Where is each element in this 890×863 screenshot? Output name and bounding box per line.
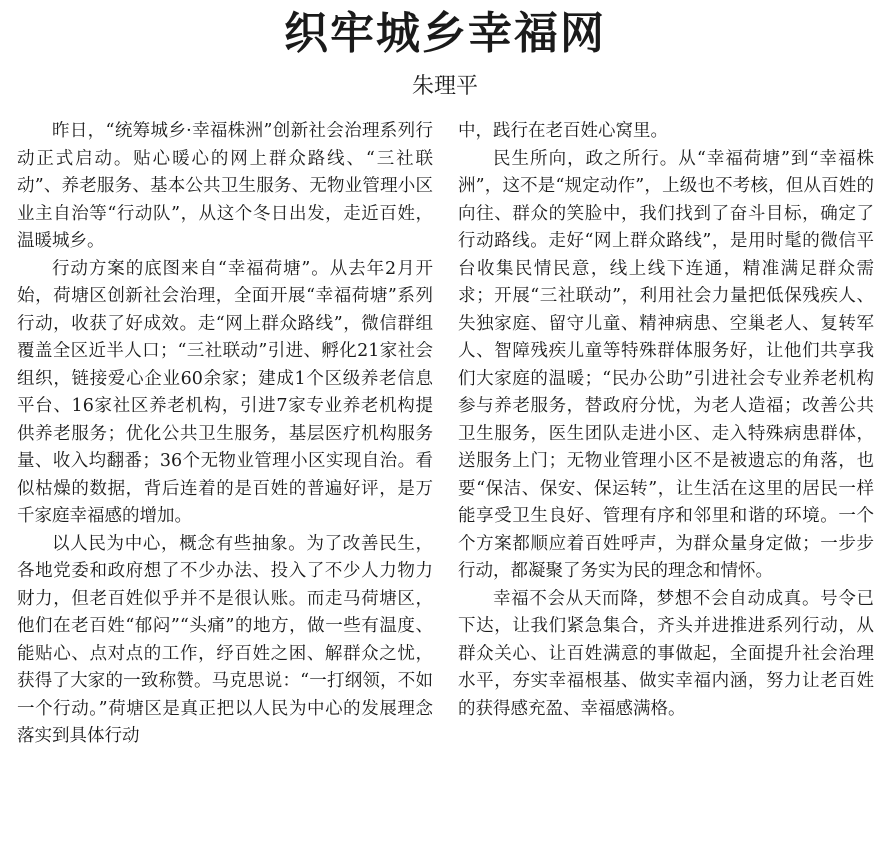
paragraph-2: 行动方案的底图来自“幸福荷塘”。从去年2月开始，荷塘区创新社会治理，全面开展“幸福荷塘”系列行动，收获了好成效。走“网上群众路线”，微信群组覆盖全区近半人口；“三社联动”引进、孵化21家社会组织，链接爱心企业60余家；建成1个区级养老信息平台、16家社区养老机构，引进7家专业养老机构提供养老服务；优化公共卫生服务，基层医疗机构服务量、收入均翻番；36个无物业管理小区实现自治。看似枯燥的数据，背后连着的是百姓的普遍好评，是万千家庭幸福感的增加。 bbox=[17, 258, 433, 526]
article-title: 织牢城乡幸福网 bbox=[284, 8, 606, 59]
right-column bbox=[458, 118, 874, 723]
paragraph-4: 民生所向，政之所行。从“幸福荷塘”到“幸福株洲”，这不是“规定动作”，上级也不考核，但从百姓的向往、群众的笑脸中，我们找到了奋斗目标，确定了行动路线。走好“网上群众路线”，是用时髦的微信平台收集民情民意，线上线下连通，精准满足群众需求；开展“三社联动”，利用社会力量把低保残疾人、失独家庭、留守儿童、精神病患、空巢老人、复转军人、智障残疾儿童等特殊群体服务好，让他们共享我们大家庭的温暖；“民办公助”引进社会专业养老机构参与养老服务，替政府分忧，为老人造福；改善公共卫生服务，医生团队走进小区、走入特殊病患群体，送服务上门；无物业管理小区不是被遗忘的角落，也要“保洁、保安、保运转”，让生活在这里的居民一样能享受卫生良好、管理有序和邻里和谐的环境。一个个方案都顺应着百姓呼声，为群众量身定做；一步步行动，都凝聚了务实为民的理念和情怀。 bbox=[458, 148, 874, 581]
paragraph-1: 昨日，“统筹城乡·幸福株洲”创新社会治理系列行动正式启动。贴心暖心的网上群众路线、“三社联动”、养老服务、基本公共卫生服务、无物业管理小区业主自治等“行动队”，从这个冬日出发，走近百姓，温暖城乡。 bbox=[17, 121, 433, 251]
paragraph-3-continued: 中，践行在老百姓心窝里。 bbox=[458, 121, 668, 141]
paragraph-3: 以人民为中心，概念有些抽象。为了改善民生，各地党委和政府想了不少办法、投入了不少人力物力财力，但老百姓似乎并不是很认账。而走马荷塘区，他们在老百姓“郁闷”“头痛”的地方，做一些有温度、能贴心、点对点的工作，纾百姓之困、解群众之忧，获得了大家的一致称赞。马克思说：“一打纲领，不如一个行动。”荷塘区是真正把以人民为中心的发展理念落实到具体行动 bbox=[17, 533, 433, 746]
article-author: 朱理平 bbox=[411, 74, 478, 99]
paragraph-5: 幸福不会从天而降，梦想不会自动成真。号令已下达，让我们紧急集合，齐头并进推进系列行动，从群众关心、让百姓满意的事做起，全面提升社会治理水平，夯实幸福根基、做实幸福内涵，努力让老百姓的获得感充盈、幸福感满格。 bbox=[458, 588, 874, 719]
left-column bbox=[17, 118, 433, 751]
